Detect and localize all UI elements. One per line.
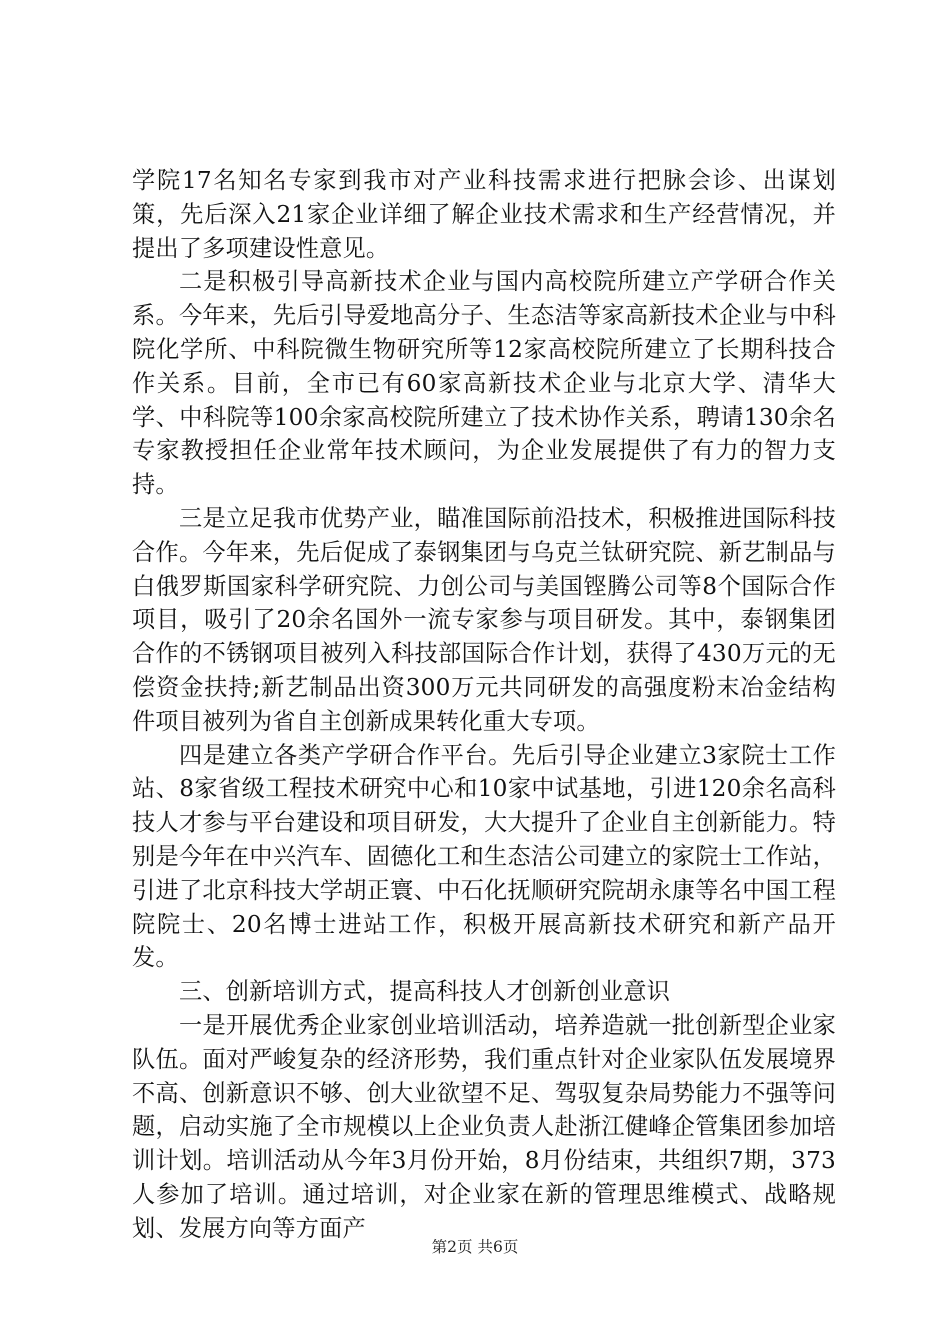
- paragraph-4: 四是建立各类产学研合作平台。先后引导企业建立3家院士工作站、8家省级工程技术研究中心和10家中试基地，引进120余名高科技人才参与平台建设和项目研发，大大提升了企业自主创新能力。特别是今年在中兴汽车、固德化工和生态洁公司建立的家院士工作站，引进了北京科技大学胡正寰、中石化抚顺研究院胡永康等名中国工程院院士、20名博士进站工作，积极开展高新技术研究和新产品开发。: [132, 741, 836, 972]
- paragraph-5: 一是开展优秀企业家创业培训活动，培养造就一批创新型企业家队伍。面对严峻复杂的经济形势，我们重点针对企业家队伍发展境界不高、创新意识不够、创大业欲望不足、驾驭复杂局势能力不强等问题，启动实施了全市规模以上企业负责人赴浙江健峰企管集团参加培训计划。培训活动从今年3月份开始，8月份结束，共组织7期，373人参加了培训。通过培训，对企业家在新的管理思维模式、战略规划、发展方向等方面产: [132, 1011, 836, 1242]
- paragraph-2: 二是积极引导高新技术企业与国内高校院所建立产学研合作关系。今年来，先后引导爱地高分子、生态洁等家高新技术企业与中科院化学所、中科院微生物研究所等12家高校院所建立了长期科技合作关系。目前，全市已有60家高新技术企业与北京大学、清华大学、中科院等100余家高校院所建立了技术协作关系，聘请130余名专家教授担任企业常年技术顾问，为企业发展提供了有力的智力支持。: [132, 268, 836, 499]
- paragraph-1: 学院17名知名专家到我市对产业科技需求进行把脉会诊、出谋划策，先后深入21家企业详细了解企业技术需求和生产经营情况，并提出了多项建设性意见。: [132, 167, 836, 262]
- section-heading: 三、创新培训方式，提高科技人才创新创业意识: [179, 978, 671, 1006]
- page-number-footer: 第2页 共6页: [431, 1238, 519, 1256]
- document-body: [132, 164, 836, 1246]
- paragraph-3: 三是立足我市优势产业，瞄准国际前沿技术，积极推进国际科技合作。今年来，先后促成了泰钢集团与乌克兰钛研究院、新艺制品与白俄罗斯国家科学研究院、力创公司与美国铿腾公司等8个国际合作项目，吸引了20余名国外一流专家参与项目研发。其中，泰钢集团合作的不锈钢项目被列入科技部国际合作计划，获得了430万元的无偿资金扶持;新艺制品出资300万元共同研发的高强度粉末冶金结构件项目被列为省自主创新成果转化重大专项。: [132, 504, 836, 735]
